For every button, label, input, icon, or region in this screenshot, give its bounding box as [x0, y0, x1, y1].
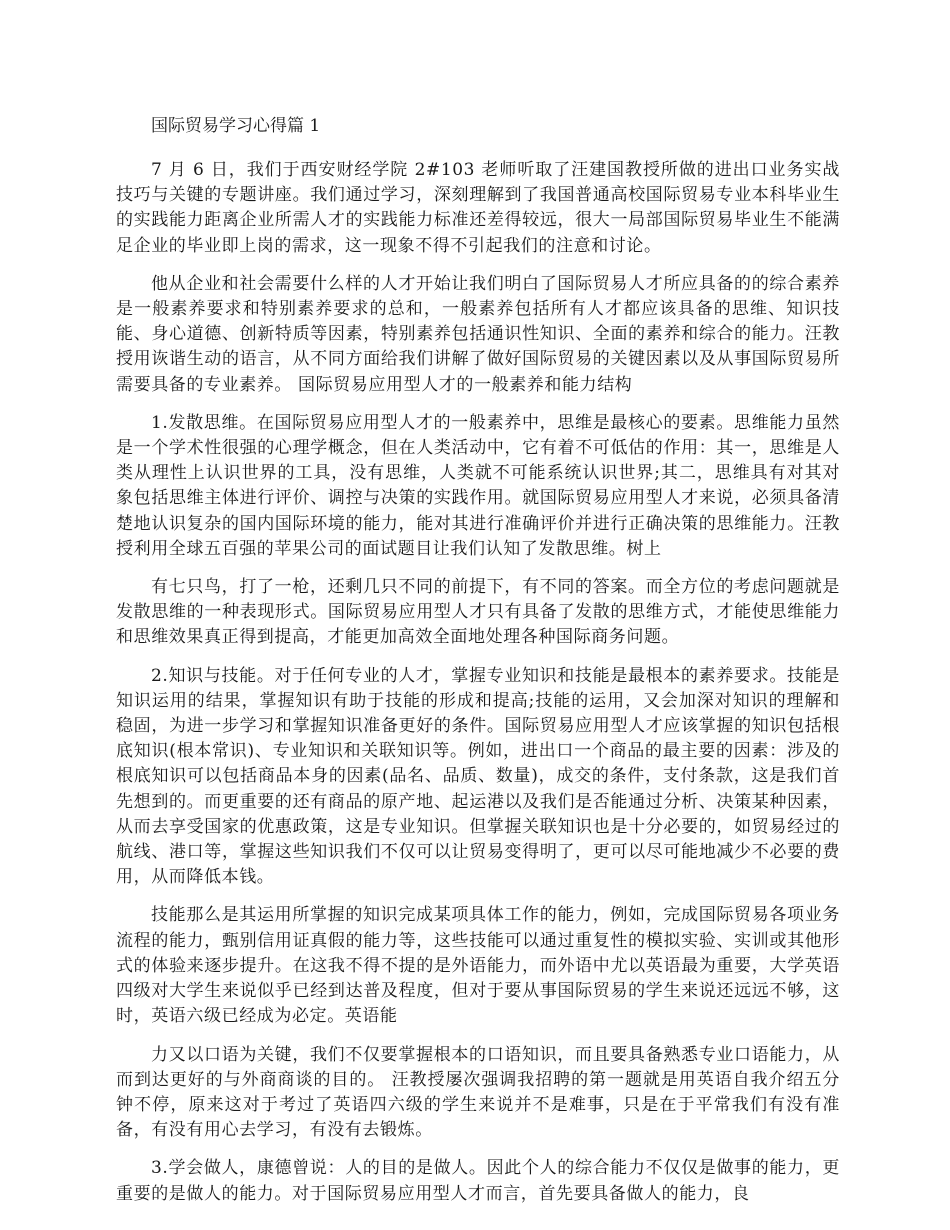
document-title: 国际贸易学习心得篇 1 — [151, 116, 321, 136]
paragraph-seven-birds: 有七只鸟，打了一枪，还剩几只不同的前提下，有不同的答案。而全方位的考虑问题就是发散思维的一种表现形式。国际贸易应用型人才只有具备了发散的思维方式，才能使思维能力和思维效果真正得到提高，才能更加高效全面地处理各种国际商务问题。 — [116, 577, 840, 648]
document-page — [116, 113, 840, 1220]
paragraph-skills-english: 技能那么是其运用所掌握的知识完成某项具体工作的能力，例如，完成国际贸易各项业务流程的能力，甄别信用证真假的能力等，这些技能可以通过重复性的模拟实验、实训或其他形式的体验来逐步提升。在这我不得不提的是外语能力，而外语中尤以英语最为重要，大学英语四级对大学生来说似乎已经到达普及程度，但对于要从事国际贸易的学生来说还远远不够，这时，英语六级已经成为必定。英语能 — [116, 905, 840, 1027]
paragraph-oral-english: 力又以口语为关键，我们不仅要掌握根本的口语知识，而且要具备熟悉专业口语能力，从而到达更好的与外商商谈的目的。 汪教授屡次强调我招聘的第一题就是用英语自我介绍五分钟不停，原来这对于考过了英语四六级的学生来说并不是难事，只是在于平常我们有没有准备，有没有用心去学习，有没有去锻炼。 — [116, 1044, 840, 1141]
paragraph-divergent-thinking: 1.发散思维。在国际贸易应用型人才的一般素养中，思维是最核心的要素。思维能力虽然是一个学术性很强的心理学概念，但在人类活动中，它有着不可低估的作用：其一，思维是人类从理性上认识世界的工具，没有思维，人类就不可能系统认识世界;其二，思维具有对其对象包括思维主体进行评价、调控与决策的实践作用。就国际贸易应用型人才来说，必须具备清楚地认识复杂的国内国际环境的能力，能对其进行准确评价并进行正确决策的思维能力。汪教授利用全球五百强的苹果公司的面试题目让我们认知了发散思维。树上 — [116, 412, 840, 559]
paragraph-talent-quality: 他从企业和社会需要什么样的人才开始让我们明白了国际贸易人才所应具备的的综合素养是一般素养要求和特别素养要求的总和，一般素养包括所有人才都应该具备的思维、知识技能、身心道德、创新特质等因素，特别素养包括通识性知识、全面的素养和综合的能力。汪教授用诙谐生动的语言，从不同方面给我们讲解了做好国际贸易的关键因素以及从事国际贸易所需要具备的专业素养。 国际贸易应用型人才的一般素养和能力结构 — [116, 273, 840, 395]
paragraph-learn-to-be-human: 3.学会做人，康德曾说：人的目的是做人。因此个人的综合能力不仅仅是做事的能力，更重要的是做人的能力。对于国际贸易应用型人才而言，首先要具备做人的能力，良 — [116, 1158, 840, 1204]
paragraph-intro-lecture: 7 月 6 日，我们于西安财经学院 2#103 老师听取了汪建国教授所做的进出口业务实战技巧与关键的专题讲座。我们通过学习，深刻理解到了我国普通高校国际贸易专业本科毕业生的实践能力距离企业所需人才的实践能力标准还差得较远，很大一局部国际贸易毕业生不能满足企业的毕业即上岗的需求，这一现象不得不引起我们的注意和讨论。 — [116, 160, 840, 256]
paragraph-knowledge-skills: 2.知识与技能。对于任何专业的人才，掌握专业知识和技能是最根本的素养要求。技能是知识运用的结果，掌握知识有助于技能的形成和提高;技能的运用，又会加深对知识的理解和稳固，为进一步学习和掌握知识准备更好的条件。国际贸易应用型人才应该掌握的知识包括根底知识(根本常识)、专业知识和关联知识等。例如，进出口一个商品的最主要的因素：涉及的根底知识可以包括商品本身的因素(品名、品质、数量)，成交的条件，支付条款，这是我们首先想到的。而更重要的还有商品的原产地、起运港以及我们是否能通过分析、决策某种因素，从而去享受国家的优惠政策，这是专业知识。但掌握关联知识也是十分必要的，如贸易经过的航线、港口等，掌握这些知识我们不仅可以让贸易变得明了，更可以尽可能地减少不必要的费用，从而降低本钱。 — [116, 665, 840, 888]
